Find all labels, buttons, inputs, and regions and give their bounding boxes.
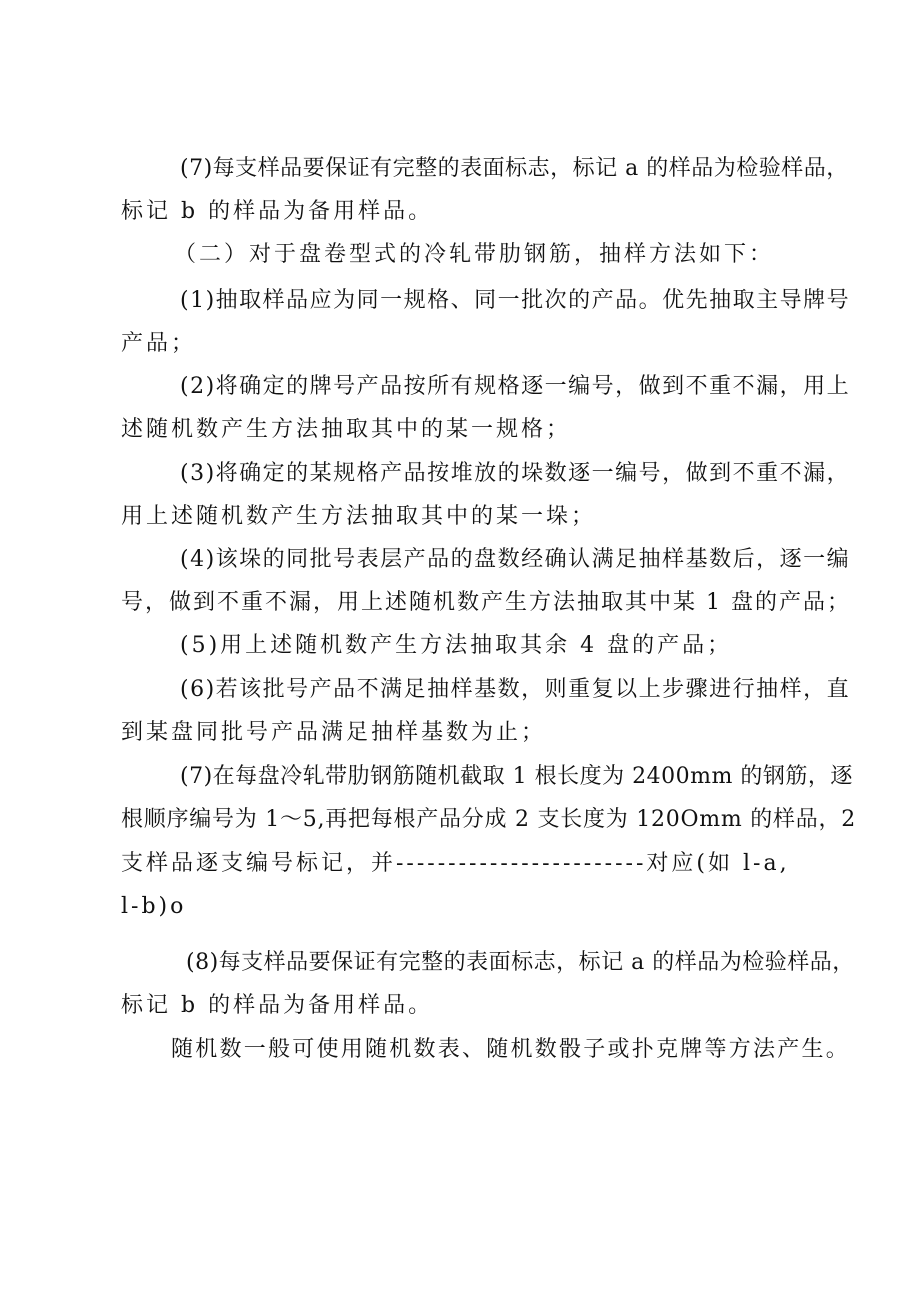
text-line: 随机数一般可使用随机数表、随机数骰子或扑克牌等方法产生。 [171,1037,851,1062]
text-line: 述随机数产生方法抽取其中的某一规格； [121,417,572,442]
text-line: 到某盘同批号产品满足抽样基数为止； [121,720,547,745]
text-line: (7)每支样品要保证有完整的表面标志，标记 a 的样品为检验样品， [180,156,849,181]
text-line: (5)用上述随机数产生方法抽取其余 4 盘的产品； [180,633,733,658]
text-line: 产品； [121,331,197,356]
text-line: (6)若该批号产品不满足抽样基数，则重复以上步骤进行抽样，直 [180,677,851,702]
text-line: (7)在每盘冷轧带肋钢筋随机截取 1 根长度为 2400mm 的钢筋，逐 [180,764,853,789]
text-line: (2)将确定的牌号产品按所有规格逐一编号，做到不重不漏，用上 [180,374,851,399]
text-line: 号，做到不重不漏，用上述随机数产生方法抽取其中某 1 盘的产品； [121,590,851,615]
text-line: （二）对于盘卷型式的冷轧带肋钢筋，抽样方法如下： [174,242,775,267]
text-line: 标记 b 的样品为备用样品。 [121,993,434,1018]
text-line: 支样品逐支编号标记，并------------------------对应(如 l-a, [121,851,790,876]
text-line: (1)抽取样品应为同一规格、同一批次的产品。优先抽取主导牌号 [180,288,851,313]
text-line: (4)该垛的同批号表层产品的盘数经确认满足抽样基数后，逐一编 [180,547,851,572]
text-line: 用上述随机数产生方法抽取其中的某一垛； [121,504,597,529]
text-line: 根顺序编号为 1～5,再把每根产品分成 2 支长度为 120Omm 的样品，2 [121,807,856,832]
text-line: (3)将确定的某规格产品按堆放的垛数逐一编号，做到不重不漏， [180,461,851,486]
text-line: 标记 b 的样品为备用样品。 [121,199,434,224]
text-line: (8)每支样品要保证有完整的表面标志，标记 a 的样品为检验样品， [186,950,855,975]
text-line: l-b)o [121,894,187,919]
